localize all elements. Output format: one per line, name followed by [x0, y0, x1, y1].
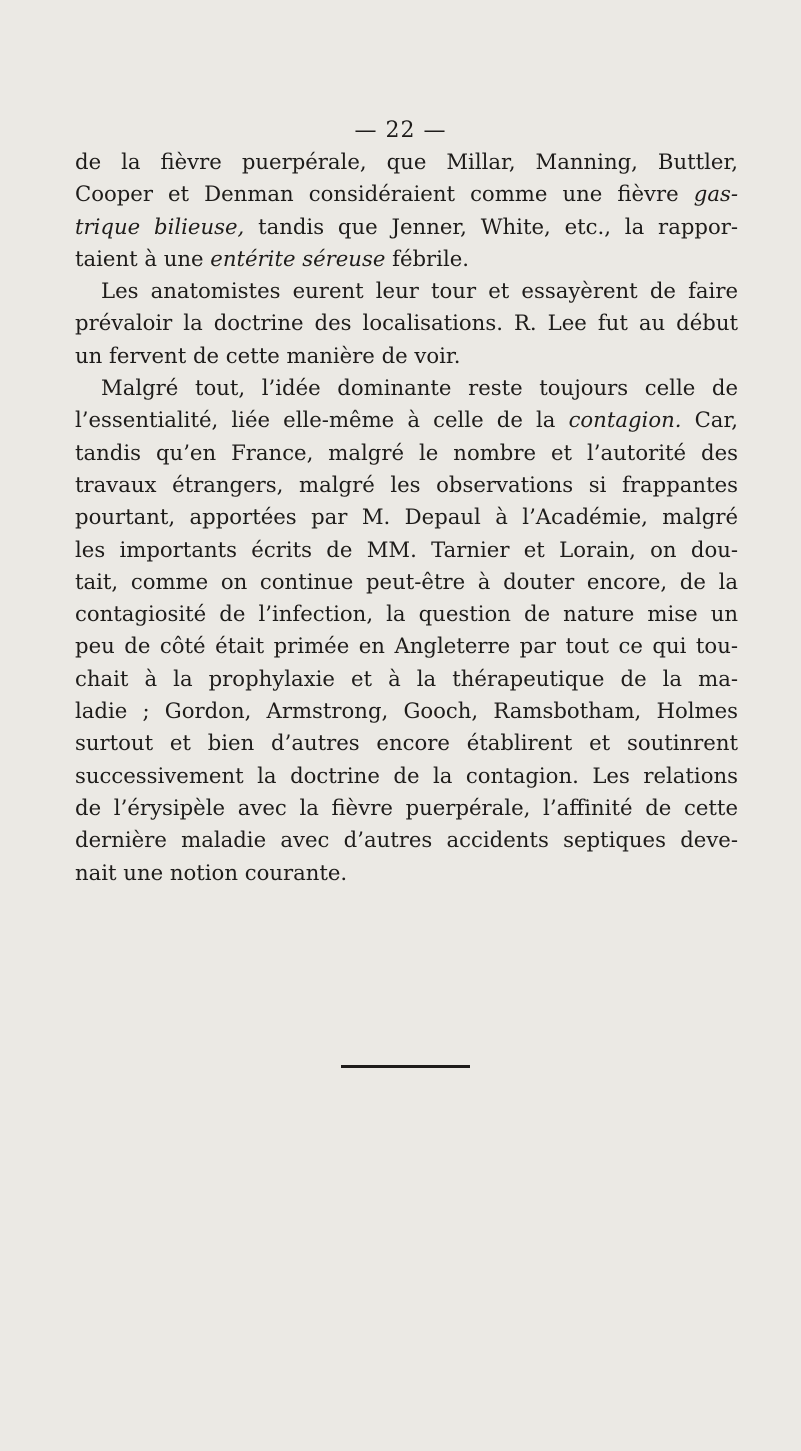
text-line: Malgré tout, l’idée dominante reste toujours celle de: [101, 375, 738, 401]
text-line: successivement la doctrine de la contagion. Les relations: [75, 762, 738, 788]
text-line: prévaloir la doctrine des localisations. R. Lee fut au début: [75, 310, 738, 336]
italic-term: contagion.: [568, 407, 682, 433]
text-line: tandis qu’en France, malgré le nombre et l’autorité des: [75, 439, 738, 465]
text-line: tait, comme on continue peut-être à douter encore, de la: [75, 568, 738, 594]
body-text: [75, 146, 738, 889]
italic-term: gas-: [693, 181, 738, 207]
text-line: trique bilieuse, tandis que Jenner, White, etc., la rappor-: [75, 213, 738, 239]
text-line: pourtant, apportées par M. Depaul à l’Académie, malgré: [75, 504, 738, 530]
text-line: contagiosité de l’infection, la question de nature mise un: [75, 601, 738, 627]
text-line: surtout et bien d’autres encore établirent et soutinrent: [75, 730, 738, 756]
text-line: peu de côté était primée en Angleterre par tout ce qui tou-: [75, 633, 738, 659]
text-line: dernière maladie avec d’autres accidents septiques deve-: [75, 827, 738, 853]
italic-term: entérite séreuse: [210, 245, 386, 271]
text-line: travaux étrangers, malgré les observations si frappantes: [75, 471, 738, 497]
text-line: les importants écrits de MM. Tarnier et Lorain, on dou-: [75, 536, 738, 562]
text-line: taient à une entérite séreuse fébrile.: [75, 245, 470, 271]
text-line: Cooper et Denman considéraient comme une fièvre gas-: [75, 181, 738, 207]
text-line: l’essentialité, liée elle-même à celle de la contagion. Car,: [75, 407, 738, 433]
text-line: nait une notion courante.: [75, 859, 348, 885]
end-rule: [341, 1065, 470, 1068]
page-number: — 22 —: [354, 118, 447, 143]
text-line: chait à la prophylaxie et à la thérapeutique de la ma-: [75, 665, 738, 691]
text-line: de la fièvre puerpérale, que Millar, Manning, Buttler,: [75, 149, 738, 174]
text-line: ladie ; Gordon, Armstrong, Gooch, Ramsbotham, Holmes: [75, 698, 738, 724]
text-line: de l’érysipèle avec la fièvre puerpérale, l’affinité de cette: [75, 794, 738, 820]
text-line: Les anatomistes eurent leur tour et essayèrent de faire: [101, 278, 738, 304]
italic-term: trique bilieuse,: [75, 213, 245, 239]
text-line: un fervent de cette manière de voir.: [75, 342, 461, 368]
